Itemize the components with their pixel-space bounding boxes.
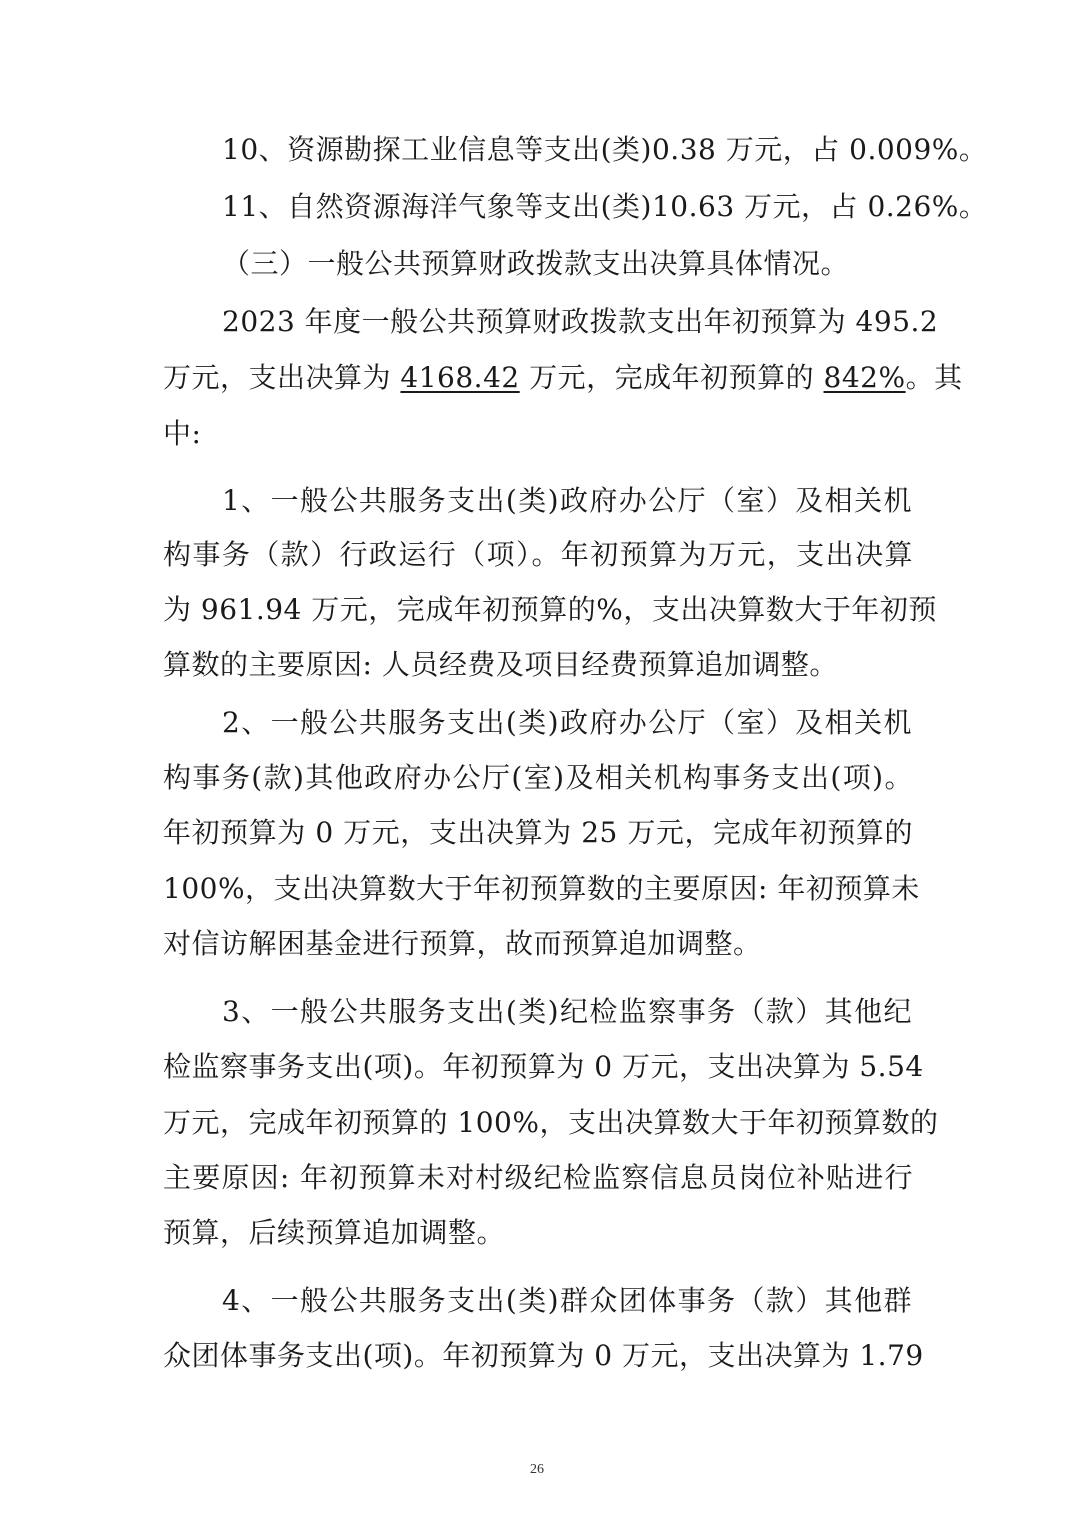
- text-line: 算数的主要原因: 人员经费及项目经费预算追加调整。: [163, 648, 838, 681]
- page-number: 26: [530, 1462, 544, 1477]
- text-line: 1、一般公共服务支出(类)政府办公厅（室）及相关机: [222, 484, 912, 517]
- underlined-percent: 842%: [823, 361, 906, 394]
- text-line: 构事务（款）行政运行（项）。年初预算为万元，支出决算: [163, 538, 913, 571]
- text-line: 10、资源勘探工业信息等支出(类)0.38 万元，占 0.009%。: [222, 133, 988, 166]
- text-line: 中:: [163, 417, 202, 450]
- section-heading: （三）一般公共预算财政拨款支出决算具体情况。: [222, 247, 850, 280]
- text-line: 主要原因: 年初预算未对村级纪检监察信息员岗位补贴进行: [163, 1161, 913, 1194]
- text-fragment: 万元，完成年初预算的: [529, 361, 815, 394]
- text-line: 检监察事务支出(项)。年初预算为 0 万元，支出决算为 5.54: [163, 1050, 924, 1083]
- text-fragment: 。其: [905, 361, 963, 394]
- text-line: 万元，完成年初预算的 100%，支出决算数大于年初预算数的: [163, 1106, 939, 1139]
- text-line: 众团体事务支出(项)。年初预算为 0 万元，支出决算为 1.79: [163, 1339, 924, 1372]
- text-line: 为 961.94 万元，完成年初预算的%，支出决算数大于年初预: [163, 593, 937, 626]
- text-line: 年初预算为 0 万元，支出决算为 25 万元，完成年初预算的: [163, 816, 913, 849]
- text-line: 100%，支出决算数大于年初预算数的主要原因: 年初预算未: [163, 872, 920, 905]
- text-line: 2、一般公共服务支出(类)政府办公厅（室）及相关机: [222, 706, 912, 739]
- text-line: 4、一般公共服务支出(类)群众团体事务（款）其他群: [222, 1284, 912, 1317]
- text-line: 构事务(款)其他政府办公厅(室)及相关机构事务支出(项)。: [163, 761, 913, 794]
- text-line: [163, 358, 963, 398]
- text-line: 对信访解困基金进行预算，故而预算追加调整。: [163, 927, 762, 960]
- text-line: 11、自然资源海洋气象等支出(类)10.63 万元，占 0.26%。: [222, 190, 988, 223]
- text-fragment: 万元，支出决算为: [163, 361, 392, 394]
- text-line: 3、一般公共服务支出(类)纪检监察事务（款）其他纪: [222, 995, 912, 1028]
- text-line: 2023 年度一般公共预算财政拨款支出年初预算为 495.2: [222, 305, 939, 338]
- underlined-amount: 4168.42: [400, 361, 520, 394]
- text-line: 预算，后续预算追加调整。: [163, 1216, 506, 1249]
